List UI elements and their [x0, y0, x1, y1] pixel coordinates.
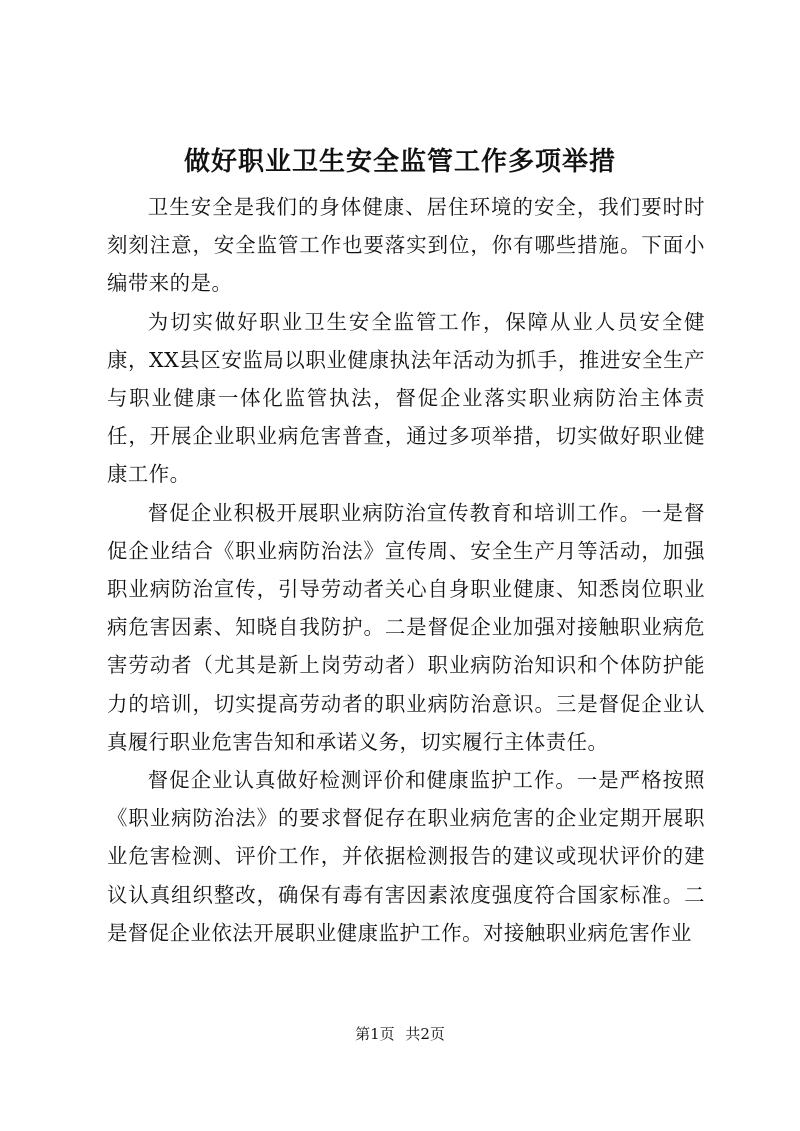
paragraph-intro: 卫生安全是我们的身体健康、居住环境的安全，我们要时时刻刻注意，安全监管工作也要落实到位，你有哪些措施。下面小编带来的是。	[107, 195, 705, 296]
paragraph-training: 督促企业积极开展职业病防治宣传教育和培训工作。一是督促企业结合《职业病防治法》宣传周、安全生产月等活动，加强职业病防治宣传，引导劳动者关心自身职业健康、知悉岗位职业病危害因素、知晓自我防护。二是督促企业加强对接触职业病危害劳动者（尤其是新上岗劳动者）职业病防治知识和个体防护能力的培训，切实提高劳动者的职业病防治意识。三是督促企业认真履行职业危害告知和承诺义务，切实履行主体责任。	[107, 500, 705, 754]
document-body	[107, 188, 705, 952]
page-total: 共2页	[405, 1025, 445, 1043]
page-footer	[0, 1024, 800, 1044]
paragraph-monitoring: 督促企业认真做好检测评价和健康监护工作。一是严格按照《职业病防治法》的要求督促存在职业病危害的企业定期开展职业危害检测、评价工作，并依据检测报告的建议或现状评价的建议认真组织整改，确保有毒有害因素浓度强度符合国家标准。二是督促企业依法开展职业健康监护工作。对接触职业病危害作业	[107, 768, 705, 945]
page-number: 第1页	[355, 1025, 395, 1043]
document-title: 做好职业卫生安全监管工作多项举措	[183, 147, 616, 177]
paragraph-overview: 为切实做好职业卫生安全监管工作，保障从业人员安全健康，XX县区安监局以职业健康执法年活动为抓手，推进安全生产与职业健康一体化监管执法，督促企业落实职业病防治主体责任，开展企业职业病危害普查，通过多项举措，切实做好职业健康工作。	[107, 309, 705, 487]
